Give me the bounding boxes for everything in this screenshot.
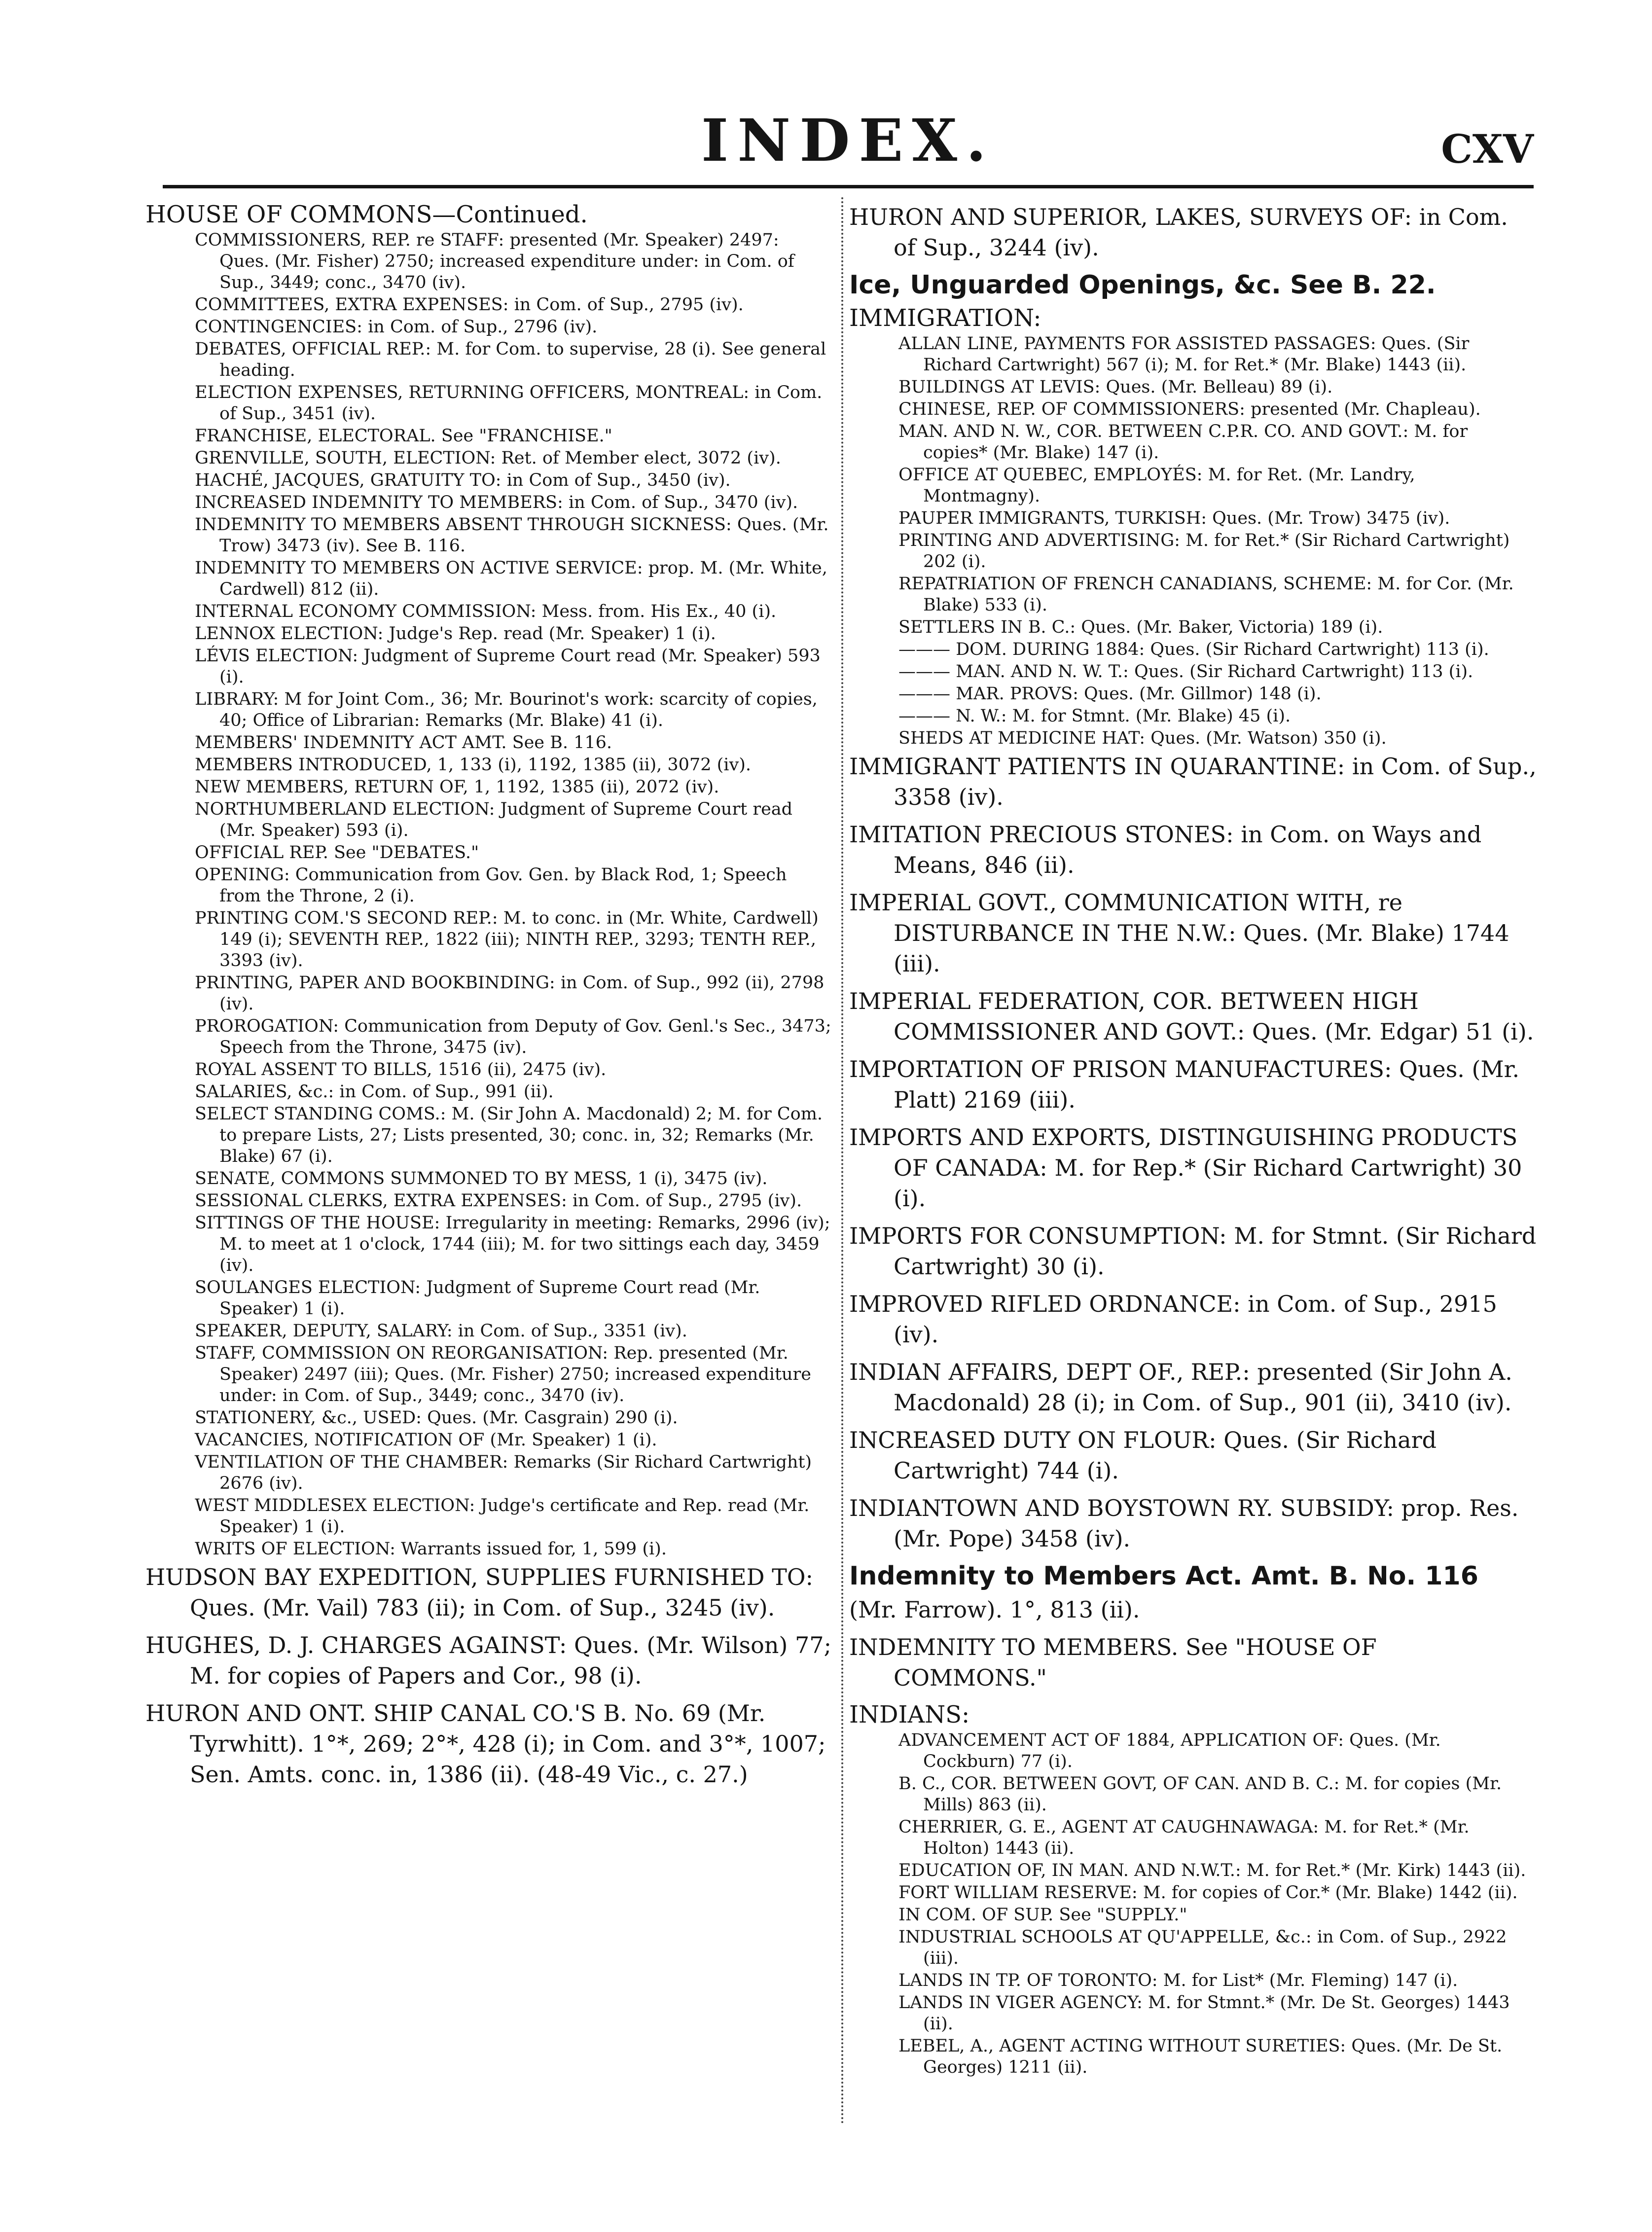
index-subentry: SPEAKER, DEPUTY, SALARY: in Com. of Sup., 3351 (iv). [195, 1321, 687, 1341]
index-subentry: DEBATES, OFFICIAL REP.: M. for Com. to supervise, 28 (i). See general heading. [195, 339, 826, 380]
index-subentry: NEW MEMBERS, RETURN OF, 1, 1192, 1385 (ii), 2072 (iv). [195, 777, 719, 797]
index-subentry: LÉVIS ELECTION: Judgment of Supreme Court read (Mr. Speaker) 593 (i). [195, 646, 821, 687]
index-subentry: GRENVILLE, SOUTH, ELECTION: Ret. of Member elect, 3072 (iv). [195, 448, 781, 468]
indians-subentry-list [849, 1730, 1537, 2078]
index-entry: IMITATION PRECIOUS STONES: in Com. on Ways and Means, 846 (ii). [849, 821, 1482, 878]
index-subentry: PAUPER IMMIGRANTS, TURKISH: Ques. (Mr. Trow) 3475 (iv). [898, 508, 1450, 528]
index-entry: INDIANTOWN AND BOYSTOWN RY. SUBSIDY: prop. Res. (Mr. Pope) 3458 (iv). [849, 1495, 1519, 1552]
index-subentry: COMMITTEES, EXTRA EXPENSES: in Com. of Sup., 2795 (iv). [195, 295, 744, 315]
index-subentry: BUILDINGS AT LEVIS: Ques. (Mr. Belleau) 89 (i). [898, 377, 1333, 397]
section-heading: IMMIGRATION: [849, 304, 1041, 332]
index-subentry: FRANCHISE, ELECTORAL. See "FRANCHISE." [195, 426, 612, 446]
index-subentry: SALARIES, &c.: in Com. of Sup., 991 (ii). [195, 1082, 554, 1102]
index-entry: IMPERIAL GOVT., COMMUNICATION WITH, re DISTURBANCE IN THE N.W.: Ques. (Mr. Blake) 1744 (iii). [849, 889, 1509, 977]
index-subentry: INDEMNITY TO MEMBERS ON ACTIVE SERVICE: prop. M. (Mr. White, Cardwell) 812 (ii). [195, 558, 827, 599]
index-subentry: WRITS OF ELECTION: Warrants issued for, 1, 599 (i). [195, 1539, 667, 1559]
index-subentry: PROROGATION: Communication from Deputy of Gov. Genl.'s Sec., 3473; Speech from the Throne, 3475 (iv). [195, 1016, 831, 1057]
right-column [849, 200, 1537, 2079]
page-header [163, 106, 1534, 180]
index-entry: INCREASED DUTY ON FLOUR: Ques. (Sir Richard Cartwright) 744 (i). [849, 1427, 1437, 1484]
bill-continuation: (Mr. Farrow). 1°, 813 (ii). [849, 1596, 1140, 1623]
index-subentry: CONTINGENCIES: in Com. of Sup., 2796 (iv). [195, 317, 598, 337]
bill-heading: Ice, Unguarded Openings, &c. See B. 22. [849, 270, 1436, 300]
index-subentry: PRINTING, PAPER AND BOOKBINDING: in Com. of Sup., 992 (ii), 2798 (iv). [195, 973, 825, 1014]
index-entry: HUDSON BAY EXPEDITION, SUPPLIES FURNISHED TO: Ques. (Mr. Vail) 783 (ii); in Com. of Sup., 3245 (iv). [145, 1564, 813, 1621]
index-subentry: SELECT STANDING COMS.: M. (Sir John A. Macdonald) 2; M. for Com. to prepare Lists, 27; Lists presented, 30; conc. in, 32; Remarks (Mr. Blake) 67 (i). [195, 1104, 823, 1166]
index-entry: INDEMNITY TO MEMBERS. See "HOUSE OF COMMONS." [849, 1634, 1377, 1691]
index-subentry: REPATRIATION OF FRENCH CANADIANS, SCHEME: M. for Cor. (Mr. Blake) 533 (i). [898, 574, 1514, 615]
index-entry: IMMIGRANT PATIENTS IN QUARANTINE: in Com. of Sup., 3358 (iv). [849, 753, 1537, 810]
index-subentry: ALLAN LINE, PAYMENTS FOR ASSISTED PASSAGES: Ques. (Sir Richard Cartwright) 567 (i); M. for Ret.* (Mr. Blake) 1443 (ii). [898, 334, 1470, 375]
index-subentry: LANDS IN TP. OF TORONTO: M. for List* (Mr. Fleming) 147 (i). [898, 1971, 1458, 1990]
index-subentry: ——— MAR. PROVS: Ques. (Mr. Gillmor) 148 (i). [898, 684, 1322, 704]
index-subentry: INCREASED INDEMNITY TO MEMBERS: in Com. of Sup., 3470 (iv). [195, 493, 798, 512]
index-subentry: MEMBERS' INDEMNITY ACT AMT. See B. 116. [195, 733, 612, 753]
index-entry: IMPORTS AND EXPORTS, DISTINGUISHING PRODUCTS OF CANADA: M. for Rep.* (Sir Richard Cartwright) 30 (i). [849, 1124, 1522, 1212]
index-subentry: EDUCATION OF, IN MAN. AND N.W.T.: M. for Ret.* (Mr. Kirk) 1443 (ii). [898, 1861, 1526, 1880]
index-subentry: NORTHUMBERLAND ELECTION: Judgment of Supreme Court read (Mr. Speaker) 593 (i). [195, 799, 793, 840]
bill-heading: Indemnity to Members Act. Amt. B. No. 116 [849, 1561, 1478, 1591]
index-subentry: SHEDS AT MEDICINE HAT: Ques. (Mr. Watson) 350 (i). [898, 728, 1387, 748]
index-subentry: WEST MIDDLESEX ELECTION: Judge's certificate and Rep. read (Mr. Speaker) 1 (i). [195, 1496, 810, 1537]
index-subentry: SOULANGES ELECTION: Judgment of Supreme Court read (Mr. Speaker) 1 (i). [195, 1278, 760, 1319]
index-subentry: OPENING: Communication from Gov. Gen. by Black Rod, 1; Speech from the Throne, 2 (i). [195, 865, 787, 906]
page-title: INDEX. [701, 106, 995, 175]
index-subentry: B. C., COR. BETWEEN GOVT, OF CAN. AND B. C.: M. for copies (Mr. Mills) 863 (ii). [898, 1774, 1502, 1815]
index-subentry: IN COM. OF SUP. See "SUPPLY." [898, 1905, 1187, 1925]
index-entry: HURON AND ONT. SHIP CANAL CO.'S B. No. 69 (Mr. Tyrwhitt). 1°*, 269; 2°*, 428 (i); in Com. and 3°*, 1007; Sen. Amts. conc. in, 1386 (ii). (48-49 Vic., c. 27.) [145, 1700, 826, 1788]
index-subentry: ADVANCEMENT ACT OF 1884, APPLICATION OF: Ques. (Mr. Cockburn) 77 (i). [898, 1730, 1441, 1771]
index-subentry: CHINESE, REP. OF COMMISSIONERS: presented (Mr. Chapleau). [898, 399, 1481, 419]
index-subentry: ——— MAN. AND N. W. T.: Ques. (Sir Richard Cartwright) 113 (i). [898, 662, 1473, 682]
index-subentry: ROYAL ASSENT TO BILLS, 1516 (ii), 2475 (iv). [195, 1060, 607, 1080]
index-subentry: ELECTION EXPENSES, RETURNING OFFICERS, MONTREAL: in Com. of Sup., 3451 (iv). [195, 383, 823, 424]
index-entry: IMPORTS FOR CONSUMPTION: M. for Stmnt. (Sir Richard Cartwright) 30 (i). [849, 1223, 1537, 1280]
index-subentry: ——— N. W.: M. for Stmnt. (Mr. Blake) 45 (i). [898, 706, 1291, 726]
index-subentry: COMMISSIONERS, REP. re STAFF: presented (Mr. Speaker) 2497: Ques. (Mr. Fisher) 2750; increased expenditure under: in Com. of Sup., 3449; conc., 3470 (iv). [195, 230, 794, 292]
index-subentry: SENATE, COMMONS SUMMONED TO BY MESS, 1 (i), 3475 (iv). [195, 1169, 768, 1188]
index-subentry: SESSIONAL CLERKS, EXTRA EXPENSES: in Com. of Sup., 2795 (iv). [195, 1191, 802, 1211]
section-heading: INDIANS: [849, 1701, 970, 1728]
index-subentry: LEBEL, A., AGENT ACTING WITHOUT SURETIES: Ques. (Mr. De St. Georges) 1211 (ii). [898, 2036, 1503, 2077]
index-subentry: INDUSTRIAL SCHOOLS AT QU'APPELLE, &c.: in Com. of Sup., 2922 (iii). [898, 1927, 1507, 1968]
column-divider [841, 197, 845, 2125]
index-subentry: PRINTING AND ADVERTISING: M. for Ret.* (Sir Richard Cartwright) 202 (i). [898, 531, 1510, 572]
index-subentry: OFFICE AT QUEBEC, EMPLOYÉS: M. for Ret. (Mr. Landry, Montmagny). [898, 465, 1415, 506]
section-heading: HOUSE OF COMMONS—Continued. [145, 201, 588, 228]
left-column [145, 200, 833, 1797]
index-subentry: ——— DOM. DURING 1884: Ques. (Sir Richard Cartwright) 113 (i). [898, 640, 1489, 659]
index-subentry: VACANCIES, NOTIFICATION OF (Mr. Speaker) 1 (i). [195, 1430, 657, 1450]
index-entry: IMPERIAL FEDERATION, COR. BETWEEN HIGH COMMISSIONER AND GOVT.: Ques. (Mr. Edgar) 51 (i). [849, 988, 1534, 1045]
index-entry: IMPORTATION OF PRISON MANUFACTURES: Ques. (Mr. Platt) 2169 (iii). [849, 1056, 1520, 1113]
index-subentry: INDEMNITY TO MEMBERS ABSENT THROUGH SICKNESS: Ques. (Mr. Trow) 3473 (iv). See B. 116. [195, 515, 829, 556]
index-subentry: LENNOX ELECTION: Judge's Rep. read (Mr. Speaker) 1 (i). [195, 624, 716, 644]
index-subentry: HACHÉ, JACQUES, GRATUITY TO: in Com of Sup., 3450 (iv). [195, 470, 731, 490]
index-subentry: INTERNAL ECONOMY COMMISSION: Mess. from. His Ex., 40 (i). [195, 602, 777, 621]
index-subentry: MEMBERS INTRODUCED, 1, 133 (i), 1192, 1385 (ii), 3072 (iv). [195, 755, 752, 775]
index-subentry: SITTINGS OF THE HOUSE: Irregularity in meeting: Remarks, 2996 (iv); M. to meet at 1 o'clock, 1744 (iii); M. for two sittings each day, 3459 (iv). [195, 1213, 830, 1275]
index-subentry: STATIONERY, &c., USED: Ques. (Mr. Casgrain) 290 (i). [195, 1408, 678, 1428]
index-subentry: SETTLERS IN B. C.: Ques. (Mr. Baker, Victoria) 189 (i). [898, 617, 1383, 637]
index-subentry: MAN. AND N. W., COR. BETWEEN C.P.R. CO. AND GOVT.: M. for copies* (Mr. Blake) 147 (i). [898, 422, 1468, 463]
index-entry: IMPROVED RIFLED ORDNANCE: in Com. of Sup., 2915 (iv). [849, 1291, 1497, 1348]
index-subentry: CHERRIER, G. E., AGENT AT CAUGHNAWAGA: M. for Ret.* (Mr. Holton) 1443 (ii). [898, 1817, 1470, 1858]
immigration-subentry-list [849, 333, 1537, 749]
index-entry: INDIAN AFFAIRS, DEPT OF., REP.: presented (Sir John A. Macdonald) 28 (i); in Com. of Sup., 901 (ii), 3410 (iv). [849, 1359, 1512, 1416]
index-subentry: LANDS IN VIGER AGENCY: M. for Stmnt.* (Mr. De St. Georges) 1443 (ii). [898, 1993, 1510, 2034]
index-subentry: PRINTING COM.'S SECOND REP.: M. to conc. in (Mr. White, Cardwell) 149 (i); SEVENTH REP., 1822 (iii); NINTH REP., 3293; TENTH REP., 3393 (iv). [195, 908, 819, 971]
header-rule [163, 185, 1534, 188]
index-subentry: FORT WILLIAM RESERVE: M. for copies of Cor.* (Mr. Blake) 1442 (ii). [898, 1883, 1518, 1903]
subentry-list [145, 230, 833, 1560]
index-subentry: VENTILATION OF THE CHAMBER: Remarks (Sir Richard Cartwright) 2676 (iv). [195, 1452, 812, 1493]
page-number: CXV [1441, 126, 1534, 172]
index-subentry: LIBRARY: M for Joint Com., 36; Mr. Bourinot's work: scarcity of copies, 40; Office of Librarian: Remarks (Mr. Blake) 41 (i). [195, 689, 818, 730]
index-entry: HUGHES, D. J. CHARGES AGAINST: Ques. (Mr. Wilson) 77; M. for copies of Papers and Cor., 98 (i). [145, 1632, 832, 1689]
index-entry: HURON AND SUPERIOR, LAKES, SURVEYS OF: in Com. of Sup., 3244 (iv). [849, 204, 1508, 261]
index-subentry: OFFICIAL REP. See "DEBATES." [195, 843, 479, 863]
index-subentry: STAFF, COMMISSION ON REORGANISATION: Rep. presented (Mr. Speaker) 2497 (iii); Ques. (Mr. Fisher) 2750; increased expenditure under: in Com. of Sup., 3449; conc., 3470 (iv). [195, 1343, 811, 1405]
